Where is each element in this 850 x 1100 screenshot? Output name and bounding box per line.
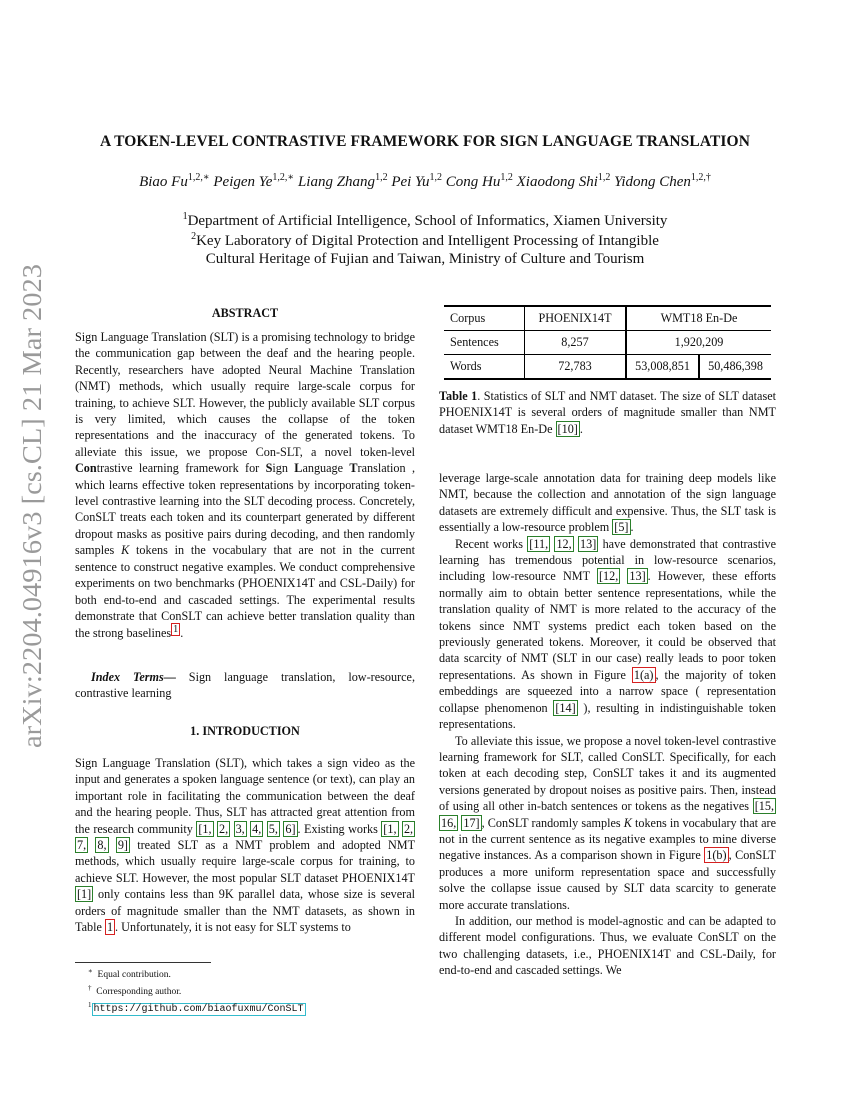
citation-link[interactable]: 17] <box>463 815 480 830</box>
table-caption: Table 1. Statistics of SLT and NMT dataset. The size of SLT dataset PHOENIX14T is several orders of magnitude smaller than NMT dataset WMT18 En-De [10] . <box>439 389 776 436</box>
table-header-cell: Corpus <box>444 306 525 331</box>
citation-link[interactable]: [5] <box>614 520 629 535</box>
author: Pei Yu$^{1,2}$ <box>391 172 443 190</box>
author: Cong Hu$^{1,2}$ <box>445 172 513 190</box>
footnote-code: $^1$ https://github.com/biaofuxmu/ConSLT <box>88 1001 304 1016</box>
intro-heading: 1. INTRODUCTION <box>190 724 300 738</box>
citation-link[interactable]: [1, <box>198 821 212 836</box>
table-header-cell: PHOENIX14T <box>525 306 627 331</box>
citation-link[interactable]: [10] <box>557 421 578 436</box>
intro-body: Sign Language Translation (SLT), which takes a sign video as the input and generates a spoken language sentence (or text), can play an important role in facilitating the communication between the deaf and the hearing people. Thus, SLT has attracted great attention from the research community [1, 2, 3, 4, 5, 6] . Existing works [1, 2, 7, 8, 9] treated SLT as a NMT problem and adopted NMT methods, which usually require large-scale corpus for training, to achieve SLT. However, the most popular SLT dataset PHOENIX14T [1] only contains less than 9K parallel data, whose size is several orders of magnitude smaller than the NMT datasets, as shown in Table 1 . Unfortunately, it is not easy for SLT systems to <box>75 756 416 935</box>
paragraph: In addition, our method is model-agnostic and can be adapted to different model configurations. Thus, we evaluate ConSLT on the two challenging datasets, i.e., PHOENIX14T and CSL-Daily, for end-to-end and cascaded settings. We <box>439 913 776 978</box>
citation-link[interactable]: 16, <box>441 815 457 830</box>
citation-link[interactable]: 8, <box>97 838 107 853</box>
citation-link[interactable]: 12, <box>556 536 572 551</box>
footnotes <box>88 965 418 1016</box>
citation-link[interactable]: [11, <box>529 536 549 551</box>
author: Biao $Fu^{1,2,∗}$ <box>139 172 210 190</box>
abstract-heading: ABSTRACT <box>211 306 279 320</box>
citation-link[interactable]: 9] <box>117 838 128 853</box>
figure-link[interactable]: 1(a) <box>633 667 654 682</box>
right-column-body <box>439 470 776 979</box>
citation-link[interactable]: 13] <box>580 536 597 551</box>
paragraph: leverage large-scale annotation data for training deep models like NMT, because the collection and annotation of the sign language datasets are extremely difficult and expensive. Thus, the SLT task is essentially a low-resource problem [5] . <box>439 471 776 535</box>
citation-link[interactable]: 4, <box>252 821 262 836</box>
table-cell: 1,920,209 <box>674 335 724 349</box>
table-cell: 50,486,398 <box>708 359 763 373</box>
paper-title: A TOKEN-LEVEL CONTRASTIVE FRAMEWORK FOR SIGN LANGUAGE TRANSLATION <box>99 133 750 150</box>
citation-link[interactable]: [12, <box>598 569 619 584</box>
citation-link[interactable]: [1, <box>383 821 397 836</box>
abstract-body: Sign Language Translation (SLT) is a promising technology to bridge the communication gap between the deaf and the hearing people. Recently, researchers have adopted Neural Machine Translation (NMT) methods, which usually require large-scale corpus for training, to achieve SLT. However, the publicly available SLT corpus is very limited, which causes the collapse of the token representations and the inaccuracy of the generated tokens. To alleviate this issue, we propose Con-SLT, a novel token-level Contrastive learning framework for Sign Language Translation , which learns effective token representations by incorporating token-level contrastive learning into the SLT decoding process. Concretely, ConSLT treats each token and its counterpart generated by different dropout masks as positive pairs during decoding, and then randomly samples K tokens in the vocabulary that are not in the current sentence to construct negative examples. We conduct comprehensive experiments on two benchmarks (PHOENIX14T and CSL-Daily) for both end-to-end and cascaded settings. The experimental results demonstrate that ConSLT can achieve better translation quality than the strong baselines $^1$ . <box>75 330 416 641</box>
table-cell: 8,257 <box>525 331 627 355</box>
citation-link[interactable]: 6] <box>285 821 296 836</box>
paragraph: Recent works [11, 12, 13] have demonstrated that contrastive learning has tremendous potential in low-resource scenarios, including low-resource NMT [12, 13] . However, these efforts normally aim to obtain better sentence representations, while the translation quality of NMT is more related to the accuracy of the tokens since NMT systems predict each token based on the previously generated tokens. Moreover, it could be observed that data scarcity of NMT (SLT in our case) really leads to poor token representations. As shown in Figure 1(a) , the majority of token embeddings are squeezed into a narrow space ( representation collapse phenomenon [14] ), resulting in indistinguishable token representations. <box>439 536 777 732</box>
index-terms: Index Terms— Sign language translation, low-resource, contrastive learning <box>75 670 415 701</box>
github-link[interactable]: https://github.com/biaofuxmu/ConSLT <box>93 1004 304 1016</box>
arxiv-id-text: arXiv:2204.04916v3 [cs.CL] 21 Mar 2023 <box>17 289 47 748</box>
affiliation-1: $^1$Department of Artificial Intelligence, School of Informatics, Xiamen University <box>182 211 668 229</box>
citation-link[interactable]: [1] <box>77 887 92 902</box>
paragraph: To alleviate this issue, we propose a novel token-level contrastive learning framework for SLT, called ConSLT. Specifically, for each token at each decoding step, ConSLT takes it and its augmented versions generated by dropout noises as positive pairs. Then, instead of using all other in-batch sentences or tokens as the negatives [15, 16, 17] , ConSLT randomly samples K tokens in vocabulary that are not in the current sentence as its negative examples to mine diverse negative instances. As a comparison shown in Figure 1(b) , ConSLT produces a more uniform representation space and successfully solve the collapse issue caused by SLT data scarcity to generate more accurate translations. <box>439 733 777 912</box>
table-1 <box>444 305 771 380</box>
table-cell: 72,783 <box>525 355 627 380</box>
table-cell: Sentences <box>444 331 525 355</box>
table-cell: Words <box>444 355 525 380</box>
citation-link[interactable]: 2, <box>403 821 414 836</box>
affiliation-2-line2: Cultural Heritage of Fujian and Taiwan, Ministry of Culture and Tourism <box>205 251 645 267</box>
table-link[interactable]: 1 <box>106 920 114 935</box>
author: Yidong Chen$^{1,2,\dagger}$ <box>614 172 711 190</box>
footnote-corresponding: † Corresponding author. <box>88 984 182 998</box>
author: Liang Zhang$^{1,2}$ <box>297 172 388 190</box>
citation-link[interactable]: 5, <box>268 821 278 836</box>
author: Xiaodong Shi$^{1,2}$ <box>516 172 611 190</box>
citation-link[interactable]: 3, <box>235 821 245 836</box>
citation-link[interactable]: [14] <box>555 700 576 715</box>
footnote-equal: ∗ Equal contribution. <box>88 967 171 981</box>
author: Peigen $Ye^{1,2,∗}$ <box>213 172 295 190</box>
citation-link[interactable]: 2, <box>218 821 229 836</box>
figure-link[interactable]: 1(b) <box>706 848 727 863</box>
author-list <box>0 172 850 191</box>
footnote-rule <box>75 962 211 963</box>
arxiv-side-stamp <box>10 262 50 748</box>
citation-link[interactable]: 13] <box>629 569 646 584</box>
citation-link[interactable]: [15, <box>754 799 774 814</box>
citation-link[interactable]: 7, <box>77 838 87 853</box>
affiliation-2-line1: $^2$Key Laboratory of Digital Protection and Intelligent Processing of Intangible <box>191 231 659 249</box>
table-cell: 53,008,851 <box>626 355 699 380</box>
table-header-cell: WMT18 En-De <box>660 311 738 325</box>
footnote-link[interactable]: 1 <box>173 624 179 636</box>
